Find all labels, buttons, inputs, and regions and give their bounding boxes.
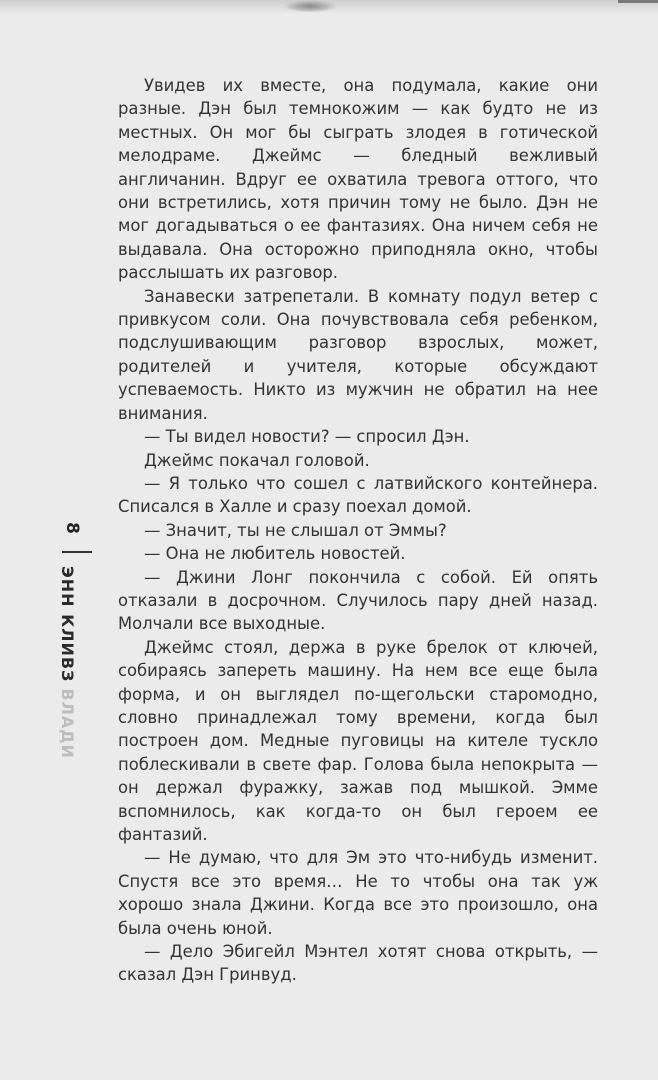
- side-divider: [62, 551, 92, 553]
- running-head-series: ВЛАДИ: [58, 688, 77, 759]
- paragraph: — Значит, ты не слышал от Эммы?: [144, 520, 447, 540]
- paragraph: Увидев их вместе, она подумала, какие они разные. Дэн был темнокожим — как будто не из местных. Он мог бы сыграть злодея в готической мелодраме. Джеймс — бледный вежливый англичанин. Вдруг ее охватила тревога оттого, что они встретились, хотя причин тому не было. Дэн не мог догадываться о ее фантазиях. Она ничем себя не выдавала. Она осторожно приподняла окно, чтобы расслышать их разговор.: [118, 76, 598, 283]
- page-corner-rule: [618, 0, 658, 33]
- paragraph: — Джини Лонг покончила с собой. Ей опять отказали в досрочном. Случилось пару дней назад. Молчали все выходные.: [118, 567, 598, 634]
- paragraph: Джеймс стоял, держа в руке брелок от ключей, собираясь запереть машину. На нем все еще была форма, и он выглядел по-щегольски старомодно, словно принадлежал тому времени, когда был построен дом. Медные пуговицы на кителе тускло поблескивали в свете фар. Голова была непокрыта — он держал фуражку, зажав под мышкой. Эмме вспомнилось, как когда-то он был героем ее фантазий.: [118, 637, 598, 844]
- print-mark: [285, 0, 335, 12]
- paragraph: Джеймс покачал головой.: [144, 450, 370, 470]
- paragraph: — Ты видел новости? — спросил Дэн.: [144, 427, 470, 447]
- side-margin: [58, 510, 92, 770]
- paragraph: — Я только что сошел с латвийского контейнера. Списался в Халле и сразу поехал домой.: [118, 473, 598, 517]
- body-text: [118, 74, 598, 987]
- page-number: 8: [61, 522, 82, 534]
- paragraph: — Дело Эбигейл Мэнтел хотят снова открыть, — сказал Дэн Гринвуд.: [118, 942, 598, 985]
- paragraph: — Она не любитель новостей.: [144, 544, 406, 564]
- running-head-author: ЭНН КЛИВЗ: [58, 566, 77, 683]
- running-head: [58, 566, 77, 759]
- paragraph: Занавески затрепетали. В комнату подул ветер с привкусом соли. Она почувствовала себя ребенком, подслушивающим разговор взрослых, может, родителей и учителя, которые обсуждают успеваемость. Никто из мужчин не обратил на нее внимания.: [118, 286, 598, 423]
- paragraph: — Не думаю, что для Эм это что-нибудь изменит. Спустя все это время… Не то чтобы она так уж хорошо знала Джини. Когда все это произошло, она была очень юной.: [118, 848, 598, 938]
